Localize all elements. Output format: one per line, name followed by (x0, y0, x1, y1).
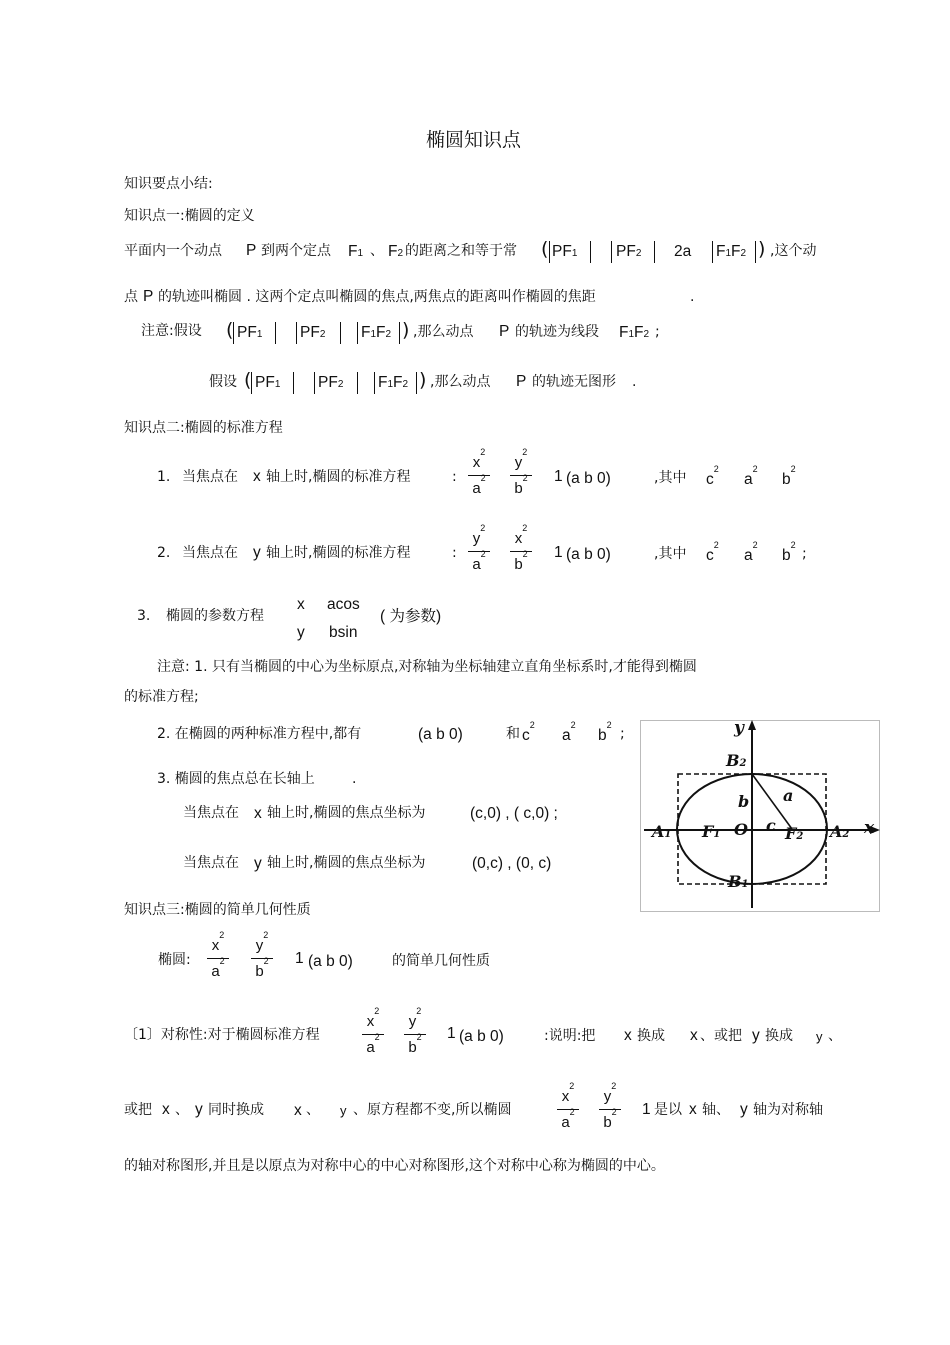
text: ( 为参数) (380, 608, 442, 625)
abs-bar (611, 241, 612, 263)
f1f2: F1F2 (361, 324, 392, 341)
text: 3. 椭圆的焦点总在长轴上 (157, 771, 315, 787)
fraction: $y^2$ $b^2$ (510, 454, 532, 497)
abs-bar (293, 372, 294, 394)
text: acos (327, 596, 360, 613)
text: 3. (137, 608, 151, 624)
text: 的距离之和等于常 (405, 243, 517, 259)
text: 、或把 (700, 1028, 742, 1044)
text: . (632, 374, 637, 390)
focus-f2: F2 (388, 243, 404, 260)
text: ,那么动点 (413, 324, 474, 340)
fraction: $x^2$ $a^2$ (557, 1088, 579, 1131)
label-b1: B1 (728, 872, 749, 891)
text: 1 (554, 468, 563, 485)
focus-coords: (0,c) , (0, c) (472, 855, 552, 872)
section3-heading: 知识点三:椭圆的简单几何性质 (124, 902, 311, 918)
text: 当焦点在 (183, 805, 239, 821)
abs-bar (296, 322, 297, 344)
text: bsin (329, 624, 358, 641)
condition: (a b 0) (459, 1028, 504, 1045)
b-squared: $b^2$ (598, 720, 612, 745)
paren: ) (758, 238, 766, 260)
fraction: $y^2$ $b^2$ (599, 1088, 621, 1131)
fraction: $x^2$ $a^2$ (207, 937, 229, 980)
summary-heading: 知识要点小结: (124, 176, 213, 192)
pf2: PF2 (300, 324, 326, 341)
fraction: $x^2$ $a^2$ (362, 1013, 384, 1056)
text: 轴上时,椭圆的标准方程 (266, 545, 411, 561)
var: x (689, 1101, 697, 1118)
label-a: a (783, 786, 794, 805)
text: 当焦点在 (182, 469, 238, 485)
text: 1 (447, 1025, 456, 1042)
abs-bar (549, 241, 550, 263)
text: 和 (506, 726, 520, 742)
y-axis-label: y (734, 718, 744, 738)
ellipse-diagram (640, 720, 880, 912)
text: ; (802, 546, 807, 562)
abs-bar (314, 372, 315, 394)
text: 点 (124, 289, 138, 305)
text: 、原方程都不变,所以椭圆 (353, 1102, 512, 1118)
text: 1 (642, 1101, 651, 1118)
text: 换成 (765, 1028, 793, 1044)
text: 平面内一个动点 (124, 243, 222, 259)
text: 注意:假设 (141, 323, 202, 339)
ellipse-figure (640, 720, 880, 912)
c-squared: $c^2$ (706, 540, 719, 565)
f1f2: F1F2 (619, 324, 650, 341)
b-squared: $b^2$ (782, 464, 796, 489)
text: 轴为对称轴 (753, 1102, 823, 1118)
fraction: $x^2$ $b^2$ (510, 530, 532, 573)
var: y (740, 1101, 748, 1118)
paren: ) (419, 369, 427, 391)
label-c: c (766, 816, 776, 835)
point-p: P (143, 288, 154, 305)
fraction: $y^2$ $b^2$ (251, 937, 273, 980)
label-f1: F1 (702, 822, 721, 841)
condition: (a b 0) (566, 546, 611, 563)
abs-bar (357, 372, 358, 394)
text: : (452, 469, 457, 485)
text: . (352, 771, 357, 787)
text: 换成 (637, 1028, 665, 1044)
abs-bar (755, 241, 756, 263)
abs-bar (233, 322, 234, 344)
text: 当焦点在 (183, 855, 239, 871)
text: 1 (295, 950, 304, 967)
text: 轴、 (702, 1102, 730, 1118)
text: ,其中 (654, 470, 687, 486)
text: 同时换成 (208, 1102, 264, 1118)
text: ,这个动 (770, 243, 817, 259)
text: 、 (306, 1102, 320, 1118)
text: ,其中 (654, 546, 687, 562)
abs-bar (275, 322, 276, 344)
abs-bar (712, 241, 713, 263)
two-a: 2a (674, 243, 692, 260)
x-axis-label: x (864, 818, 875, 838)
f1f2: F1F2 (716, 243, 747, 260)
label-a1: A1 (652, 822, 672, 841)
axis-var: y (253, 544, 261, 561)
page-title: 椭圆知识点 (426, 129, 522, 151)
text: 假设 (209, 374, 237, 390)
paren: ( (541, 238, 549, 260)
text: 的轨迹叫椭圆 . 这两个定点叫椭圆的焦点,两焦点的距离叫作椭圆的焦距 (158, 289, 596, 305)
text: 1. (157, 469, 171, 485)
var: y (752, 1027, 760, 1044)
label-f2: F2 (785, 824, 804, 843)
var: y (340, 1103, 347, 1118)
text: 注意: 1. 只有当椭圆的中心为坐标原点,对称轴为坐标轴建立直角坐标系时,才能得到椭圆 (157, 659, 697, 675)
axis-var: x (254, 805, 262, 822)
a-squared: $a^2$ (744, 540, 758, 565)
paren: ( (226, 319, 234, 341)
text: 是以 (654, 1102, 682, 1118)
fraction: $y^2$ $b^2$ (404, 1013, 426, 1056)
abs-bar (340, 322, 341, 344)
abs-bar (374, 372, 375, 394)
point-p: P (246, 242, 257, 259)
abs-bar (416, 372, 417, 394)
condition: (a b 0) (566, 470, 611, 487)
section2-heading: 知识点二:椭圆的标准方程 (124, 420, 283, 436)
fraction: $x^2$ $a^2$ (468, 454, 490, 497)
abs-bar (399, 322, 400, 344)
text: 当焦点在 (182, 545, 238, 561)
abs-bar (590, 241, 591, 263)
text: 到两个定点 (261, 243, 331, 259)
axis-var: x (253, 468, 261, 485)
b-squared: $b^2$ (782, 540, 796, 565)
text: 的轴对称图形,并且是以原点为对称中心的中心对称图形,这个对称中心称为椭圆的中心。 (124, 1158, 665, 1174)
label-b: b (738, 792, 750, 811)
var: y (816, 1029, 823, 1044)
text: 椭圆的参数方程 (166, 608, 264, 624)
pf1: PF1 (237, 324, 263, 341)
focus-f1: F1 (348, 243, 364, 260)
text: 轴上时,椭圆的焦点坐标为 (267, 805, 426, 821)
text: 、 (370, 243, 384, 259)
section1-heading: 知识点一:椭圆的定义 (124, 208, 255, 224)
var: x (162, 1101, 170, 1118)
label-a2: A2 (830, 822, 850, 841)
text: :说明:把 (544, 1028, 596, 1044)
text: 或把 (124, 1102, 152, 1118)
pf1: PF1 (552, 243, 578, 260)
text: : (452, 545, 457, 561)
condition: (a b 0) (418, 726, 463, 743)
var: x (624, 1027, 632, 1044)
text: 、 (175, 1102, 189, 1118)
text: 轴上时,椭圆的焦点坐标为 (267, 855, 426, 871)
a-squared: $a^2$ (562, 720, 576, 745)
text: . (690, 289, 695, 305)
abs-bar (357, 322, 358, 344)
text: ; (620, 726, 625, 742)
text: x (297, 596, 305, 613)
paren: ( (244, 369, 252, 391)
axis-var: y (254, 855, 262, 872)
text: ,那么动点 (430, 374, 491, 390)
text: 的标准方程; (124, 689, 199, 705)
text: 、 (828, 1028, 842, 1044)
text: 1 (554, 544, 563, 561)
focus-coords: (c,0) , ( c,0) ; (470, 805, 558, 822)
text: 的轨迹无图形 (532, 374, 616, 390)
var: x (294, 1102, 302, 1119)
a-squared: $a^2$ (744, 464, 758, 489)
abs-bar (654, 241, 655, 263)
var: x (690, 1027, 698, 1044)
text: 的轨迹为线段 (515, 324, 599, 340)
c-squared: $c^2$ (706, 464, 719, 489)
abs-bar (251, 372, 252, 394)
text: 〔1〕对称性:对于椭圆标准方程 (124, 1027, 320, 1043)
fraction: $y^2$ $a^2$ (468, 530, 490, 573)
text: ; (655, 324, 660, 340)
text: 2. 在椭圆的两种标准方程中,都有 (157, 726, 362, 742)
f1f2: F1F2 (378, 374, 409, 391)
pf2: PF2 (616, 243, 642, 260)
paren: ) (402, 319, 410, 341)
pf1: PF1 (255, 374, 281, 391)
text: 2. (157, 545, 171, 561)
text: 轴上时,椭圆的标准方程 (266, 469, 411, 485)
condition: (a b 0) (308, 953, 353, 970)
text: y (297, 624, 305, 641)
text: 的简单几何性质 (392, 953, 490, 969)
c-squared: $c^2$ (522, 720, 535, 745)
point-p: P (499, 323, 510, 340)
var: y (195, 1101, 203, 1118)
pf2: PF2 (318, 374, 344, 391)
text: 椭圆: (158, 952, 191, 968)
label-b2: B2 (726, 751, 747, 770)
point-p: P (516, 373, 527, 390)
label-origin: O (734, 820, 748, 839)
